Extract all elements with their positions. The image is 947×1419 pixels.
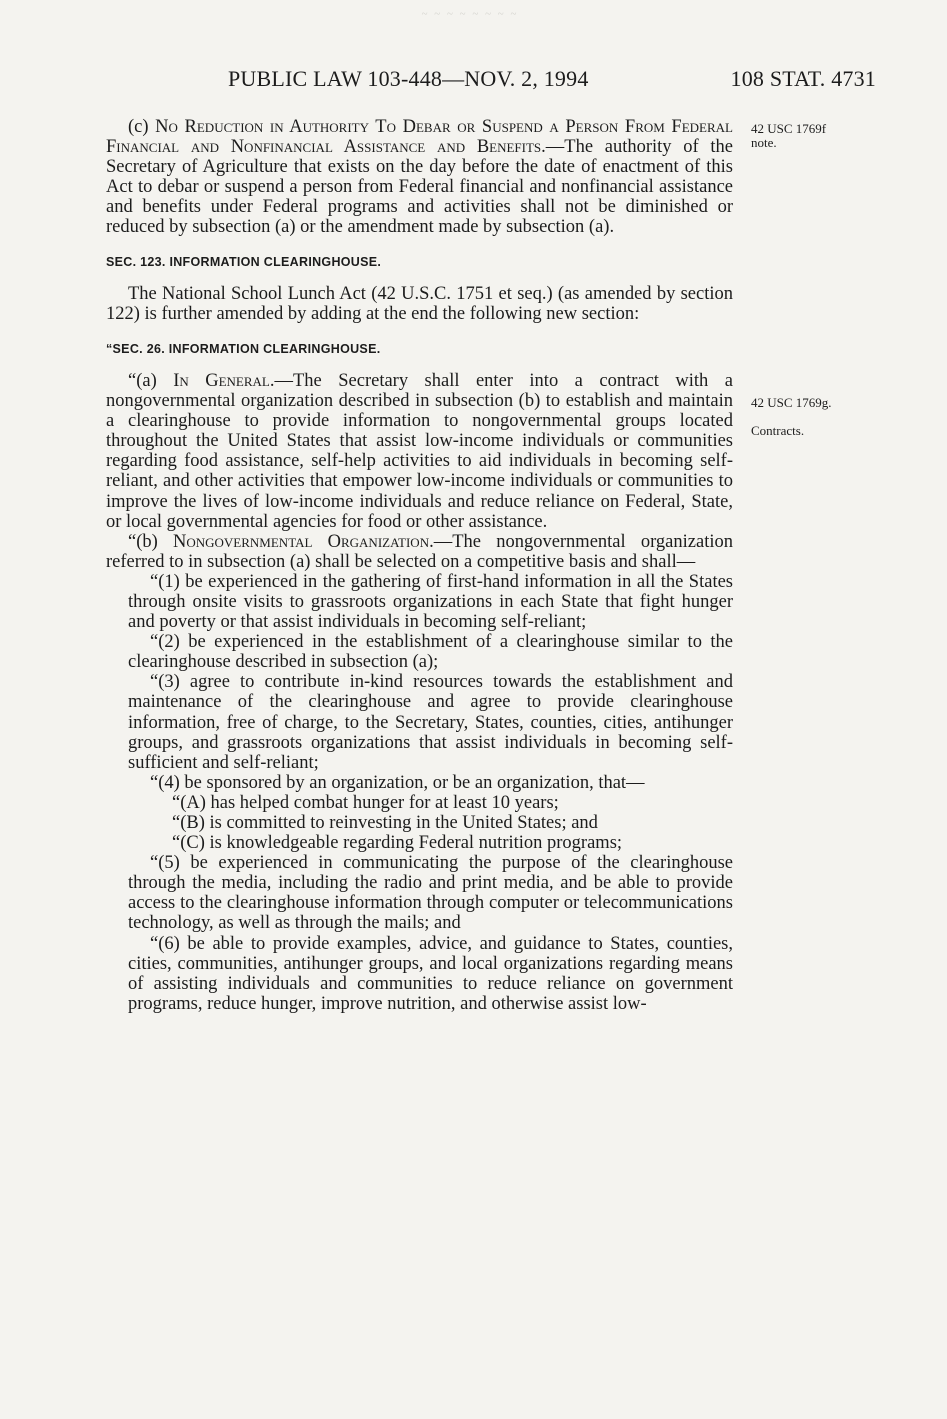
subsection-b-lead: “(b) [128, 531, 173, 552]
subsection-b-caption: Nongovernmental Organization. [173, 531, 434, 552]
paragraph-5: “(5) be experienced in communicating the purpose of the clearinghouse through the media, including the radio and print media, and be able to provide access to the clearinghouse information through computer or telecommunications technology, as well as through the mails; and [128, 853, 733, 934]
paragraph-4: “(4) be sponsored by an organization, or be an organization, that— [150, 772, 645, 793]
subparagraph-4a: “(A) has helped combat hunger for at least 10 years; [172, 792, 559, 813]
statutes-page-ref: 108 STAT. 4731 [730, 66, 876, 91]
subsection-a [106, 371, 733, 532]
paragraph-1: “(1) be experienced in the gathering of first-hand information in all the States through onsite visits to grassroots organizations in each State that fight hunger and poverty or that assist individuals in becoming self-reliant; [128, 571, 733, 633]
subsection-a-lead: “(a) [128, 370, 174, 391]
margin-note-usc-1769f-line1: 42 USC 1769f [751, 121, 827, 136]
subsection-c-caption: No Reduction in Authority To Debar or Suspend a Person From Federal Financial and Nonfinancial Assistance and Benefits. [106, 117, 733, 158]
public-law-title: PUBLIC LAW 103-448—NOV. 2, 1994 [228, 66, 589, 91]
margin-note-contracts: Contracts. [751, 423, 805, 438]
margin-note-usc-1769f [751, 122, 911, 150]
section-123-heading: SEC. 123. INFORMATION CLEARINGHOUSE. [106, 254, 382, 269]
subsection-c-lead: (c) [128, 117, 156, 137]
subsection-c [106, 117, 733, 238]
main-text-column [106, 117, 733, 1014]
running-head [106, 66, 876, 96]
subsection-a-caption: In General. [173, 370, 275, 391]
margin-note-usc-1769g: 42 USC 1769g. [751, 395, 832, 410]
section-123-body: The National School Lunch Act (42 U.S.C. 1751 et seq.) (as amended by section 122) is further amended by adding at the end the following new section: [106, 283, 733, 324]
subparagraph-4b: “(B) is committed to reinvesting in the United States; and [172, 813, 598, 833]
subsection-a-body: —The Secretary shall enter into a contract with a nongovernmental organization described in subsection (b) to establish and maintain a clearinghouse to provide information to nongovernmental groups located throughout the United States that assist low-income individuals or communities regarding food assistance, self-help activities to aid individuals in becoming self-reliant, and other activities that empower low-income individuals or communities to improve the lives of low-income individuals and reduce reliance on Federal, State, or local governmental agencies for food or other assistance. [106, 370, 733, 532]
paragraph-2: “(2) be experienced in the establishment of a clearinghouse similar to the clearinghouse described in subsection (a); [128, 632, 733, 673]
faint-stamp-mark: ~ ~ ~ ~ ~ ~ ~ ~ [421, 8, 519, 20]
margin-note-usc-1769f-line2: note. [751, 135, 777, 150]
subparagraph-4c: “(C) is knowledgeable regarding Federal nutrition programs; [172, 833, 623, 854]
subsection-b [106, 532, 733, 572]
paragraph-6: “(6) be able to provide examples, advice, and guidance to States, counties, cities, communities, antihunger groups, and local organizations regarding means of assisting individuals and communities to reduce reliance on government programs, reduce hunger, improve nutrition, and otherwise assist low- [128, 933, 733, 1014]
subsection-c-body: —The authority of the Secretary of Agriculture that exists on the day before the date of enactment of this Act to debar or suspend a person from Federal financial and nonfinancial assistance and benefits under Federal programs and activities shall not be diminished or reduced by subsection (a) or the amendment made by subsection (a). [106, 137, 733, 238]
paragraph-3: “(3) agree to contribute in-kind resources towards the establishment and maintenance of the clearinghouse and agree to provide clearinghouse information, free of charge, to the Secretary, States, counties, cities, antihunger groups, and grassroots organizations that assist individuals in becoming self-sufficient and self-reliant; [128, 672, 733, 773]
section-26-heading: “SEC. 26. INFORMATION CLEARINGHOUSE. [106, 341, 381, 356]
subsection-b-body: —The nongovernmental organization referred to in subsection (a) shall be selected on a competitive basis and shall— [106, 531, 733, 572]
